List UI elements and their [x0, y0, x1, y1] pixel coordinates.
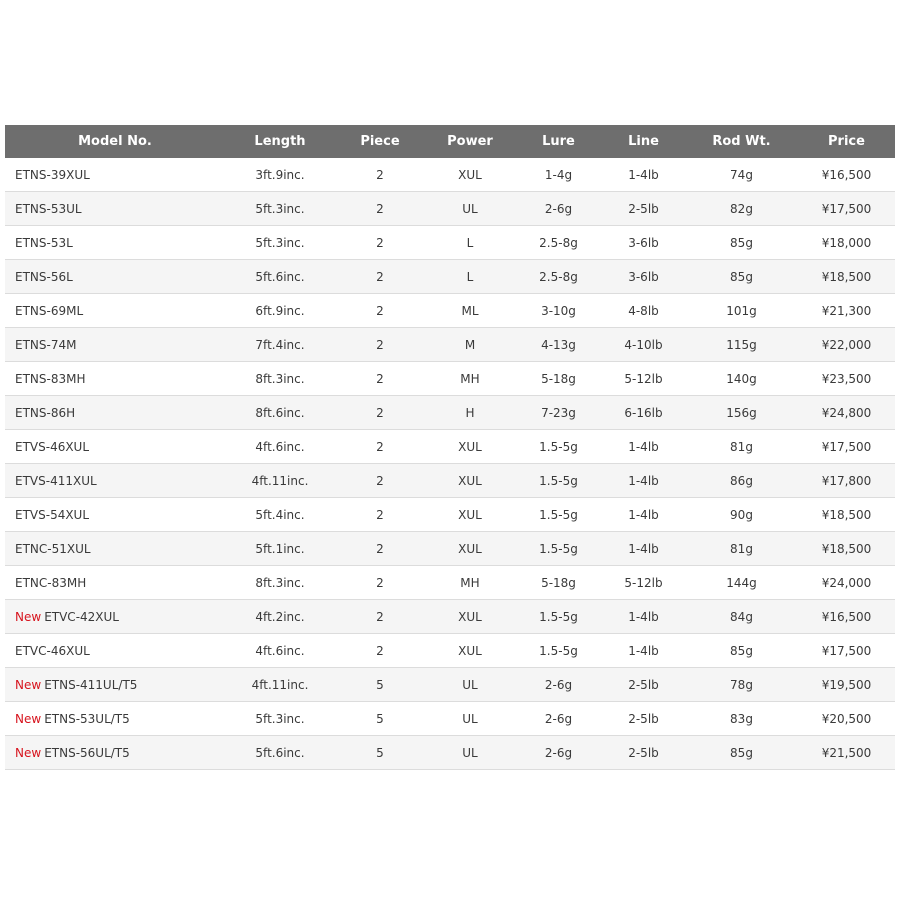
cell-price: ¥16,500 [798, 600, 895, 634]
table-row [5, 600, 895, 634]
cell-length: 4ft.11inc. [225, 668, 335, 702]
table-body [5, 158, 895, 770]
cell-power: XUL [425, 600, 515, 634]
cell-power: UL [425, 702, 515, 736]
cell-line: 2-5lb [602, 702, 685, 736]
model-number: ETVS-411XUL [15, 473, 97, 488]
cell-model [5, 328, 225, 362]
cell-model [5, 158, 225, 192]
cell-weight: 81g [685, 430, 798, 464]
cell-lure: 1.5-5g [515, 498, 602, 532]
table-row [5, 736, 895, 770]
table-row [5, 634, 895, 668]
cell-piece: 2 [335, 362, 425, 396]
cell-line: 4-10lb [602, 328, 685, 362]
cell-piece: 2 [335, 566, 425, 600]
cell-piece: 2 [335, 634, 425, 668]
cell-line: 3-6lb [602, 260, 685, 294]
cell-model [5, 600, 225, 634]
cell-line: 4-8lb [602, 294, 685, 328]
cell-model [5, 294, 225, 328]
new-badge: New [15, 609, 42, 624]
header-price: Price [798, 125, 895, 158]
cell-model [5, 430, 225, 464]
cell-price: ¥18,500 [798, 532, 895, 566]
cell-lure: 1.5-5g [515, 634, 602, 668]
cell-line: 5-12lb [602, 566, 685, 600]
cell-power: L [425, 226, 515, 260]
cell-model [5, 668, 225, 702]
cell-price: ¥21,300 [798, 294, 895, 328]
cell-line: 1-4lb [602, 532, 685, 566]
cell-piece: 5 [335, 736, 425, 770]
cell-line: 1-4lb [602, 600, 685, 634]
cell-weight: 101g [685, 294, 798, 328]
cell-power: XUL [425, 158, 515, 192]
cell-model [5, 464, 225, 498]
table-row [5, 328, 895, 362]
cell-length: 7ft.4inc. [225, 328, 335, 362]
cell-price: ¥24,000 [798, 566, 895, 600]
cell-power: MH [425, 362, 515, 396]
cell-length: 5ft.4inc. [225, 498, 335, 532]
cell-power: XUL [425, 498, 515, 532]
cell-power: XUL [425, 634, 515, 668]
cell-lure: 2-6g [515, 668, 602, 702]
cell-price: ¥19,500 [798, 668, 895, 702]
model-number: ETNS-74M [15, 337, 77, 352]
cell-piece: 2 [335, 600, 425, 634]
cell-length: 4ft.2inc. [225, 600, 335, 634]
cell-piece: 2 [335, 260, 425, 294]
cell-lure: 2.5-8g [515, 226, 602, 260]
cell-model [5, 634, 225, 668]
cell-line: 5-12lb [602, 362, 685, 396]
cell-model [5, 566, 225, 600]
cell-price: ¥18,500 [798, 260, 895, 294]
cell-piece: 2 [335, 226, 425, 260]
cell-weight: 85g [685, 634, 798, 668]
model-number: ETNS-56L [15, 269, 73, 284]
model-number: ETNS-69ML [15, 303, 84, 318]
model-number: ETNS-86H [15, 405, 76, 420]
header-model-no: Model No. [5, 125, 225, 158]
cell-price: ¥16,500 [798, 158, 895, 192]
cell-length: 4ft.11inc. [225, 464, 335, 498]
table-row [5, 158, 895, 192]
header-line: Line [602, 125, 685, 158]
cell-power: UL [425, 668, 515, 702]
cell-power: ML [425, 294, 515, 328]
cell-lure: 1-4g [515, 158, 602, 192]
table-row [5, 260, 895, 294]
cell-line: 2-5lb [602, 192, 685, 226]
model-number: ETVS-46XUL [15, 439, 90, 454]
cell-lure: 1.5-5g [515, 430, 602, 464]
cell-lure: 4-13g [515, 328, 602, 362]
cell-lure: 1.5-5g [515, 464, 602, 498]
cell-price: ¥24,800 [798, 396, 895, 430]
model-number: ETNC-51XUL [15, 541, 91, 556]
model-number: ETNS-56UL/T5 [44, 745, 130, 760]
cell-length: 6ft.9inc. [225, 294, 335, 328]
cell-price: ¥17,500 [798, 192, 895, 226]
cell-lure: 2.5-8g [515, 260, 602, 294]
header-length: Length [225, 125, 335, 158]
cell-piece: 5 [335, 702, 425, 736]
cell-piece: 2 [335, 464, 425, 498]
model-number: ETVC-42XUL [44, 609, 119, 624]
table-row [5, 226, 895, 260]
cell-weight: 156g [685, 396, 798, 430]
cell-lure: 1.5-5g [515, 532, 602, 566]
model-number: ETVS-54XUL [15, 507, 90, 522]
cell-lure: 3-10g [515, 294, 602, 328]
cell-power: MH [425, 566, 515, 600]
model-number: ETVC-46XUL [15, 643, 90, 658]
cell-power: UL [425, 192, 515, 226]
cell-lure: 2-6g [515, 702, 602, 736]
cell-model [5, 736, 225, 770]
cell-length: 5ft.1inc. [225, 532, 335, 566]
cell-length: 4ft.6inc. [225, 634, 335, 668]
cell-model [5, 702, 225, 736]
header-power: Power [425, 125, 515, 158]
cell-line: 2-5lb [602, 668, 685, 702]
cell-weight: 81g [685, 532, 798, 566]
cell-weight: 82g [685, 192, 798, 226]
header-piece: Piece [335, 125, 425, 158]
cell-piece: 2 [335, 396, 425, 430]
cell-model [5, 260, 225, 294]
table-row [5, 294, 895, 328]
cell-power: XUL [425, 430, 515, 464]
cell-length: 8ft.3inc. [225, 362, 335, 396]
new-badge: New [15, 745, 42, 760]
cell-weight: 115g [685, 328, 798, 362]
header-lure: Lure [515, 125, 602, 158]
cell-piece: 2 [335, 158, 425, 192]
cell-weight: 85g [685, 226, 798, 260]
cell-length: 3ft.9inc. [225, 158, 335, 192]
cell-price: ¥18,000 [798, 226, 895, 260]
spec-table [5, 125, 895, 770]
cell-line: 1-4lb [602, 430, 685, 464]
cell-piece: 5 [335, 668, 425, 702]
cell-length: 5ft.3inc. [225, 192, 335, 226]
cell-weight: 144g [685, 566, 798, 600]
cell-price: ¥18,500 [798, 498, 895, 532]
table-row [5, 430, 895, 464]
cell-line: 1-4lb [602, 158, 685, 192]
cell-power: UL [425, 736, 515, 770]
model-number: ETNS-83MH [15, 371, 86, 386]
table-row [5, 396, 895, 430]
cell-length: 5ft.6inc. [225, 736, 335, 770]
new-badge: New [15, 711, 42, 726]
cell-length: 8ft.6inc. [225, 396, 335, 430]
cell-price: ¥20,500 [798, 702, 895, 736]
cell-weight: 84g [685, 600, 798, 634]
table-row [5, 668, 895, 702]
cell-weight: 140g [685, 362, 798, 396]
cell-length: 8ft.3inc. [225, 566, 335, 600]
cell-weight: 86g [685, 464, 798, 498]
cell-lure: 2-6g [515, 736, 602, 770]
model-number: ETNC-83MH [15, 575, 87, 590]
table-row [5, 532, 895, 566]
cell-piece: 2 [335, 294, 425, 328]
cell-lure: 7-23g [515, 396, 602, 430]
cell-lure: 5-18g [515, 362, 602, 396]
cell-lure: 5-18g [515, 566, 602, 600]
table-row [5, 192, 895, 226]
cell-length: 4ft.6inc. [225, 430, 335, 464]
table-row [5, 566, 895, 600]
cell-piece: 2 [335, 192, 425, 226]
cell-power: M [425, 328, 515, 362]
cell-power: XUL [425, 532, 515, 566]
cell-line: 1-4lb [602, 634, 685, 668]
cell-lure: 2-6g [515, 192, 602, 226]
new-badge: New [15, 677, 42, 692]
cell-weight: 83g [685, 702, 798, 736]
cell-price: ¥21,500 [798, 736, 895, 770]
cell-piece: 2 [335, 430, 425, 464]
cell-model [5, 226, 225, 260]
cell-model [5, 192, 225, 226]
header-row [5, 125, 895, 158]
cell-power: XUL [425, 464, 515, 498]
cell-weight: 85g [685, 260, 798, 294]
cell-model [5, 498, 225, 532]
cell-weight: 74g [685, 158, 798, 192]
cell-model [5, 532, 225, 566]
cell-line: 1-4lb [602, 464, 685, 498]
cell-length: 5ft.6inc. [225, 260, 335, 294]
cell-price: ¥17,800 [798, 464, 895, 498]
cell-piece: 2 [335, 532, 425, 566]
model-number: ETNS-53UL [15, 201, 82, 216]
cell-model [5, 396, 225, 430]
model-number: ETNS-53UL/T5 [44, 711, 130, 726]
cell-line: 6-16lb [602, 396, 685, 430]
cell-line: 2-5lb [602, 736, 685, 770]
table-row [5, 362, 895, 396]
model-number: ETNS-411UL/T5 [44, 677, 138, 692]
header-rod-weight: Rod Wt. [685, 125, 798, 158]
cell-weight: 85g [685, 736, 798, 770]
cell-weight: 90g [685, 498, 798, 532]
cell-power: L [425, 260, 515, 294]
model-number: ETNS-53L [15, 235, 73, 250]
cell-piece: 2 [335, 498, 425, 532]
cell-line: 3-6lb [602, 226, 685, 260]
cell-price: ¥22,000 [798, 328, 895, 362]
model-number: ETNS-39XUL [15, 167, 90, 182]
cell-length: 5ft.3inc. [225, 702, 335, 736]
cell-model [5, 362, 225, 396]
table-row [5, 702, 895, 736]
table-row [5, 464, 895, 498]
table-row [5, 498, 895, 532]
cell-power: H [425, 396, 515, 430]
cell-weight: 78g [685, 668, 798, 702]
cell-line: 1-4lb [602, 498, 685, 532]
cell-price: ¥23,500 [798, 362, 895, 396]
cell-price: ¥17,500 [798, 430, 895, 464]
cell-piece: 2 [335, 328, 425, 362]
cell-lure: 1.5-5g [515, 600, 602, 634]
cell-length: 5ft.3inc. [225, 226, 335, 260]
cell-price: ¥17,500 [798, 634, 895, 668]
